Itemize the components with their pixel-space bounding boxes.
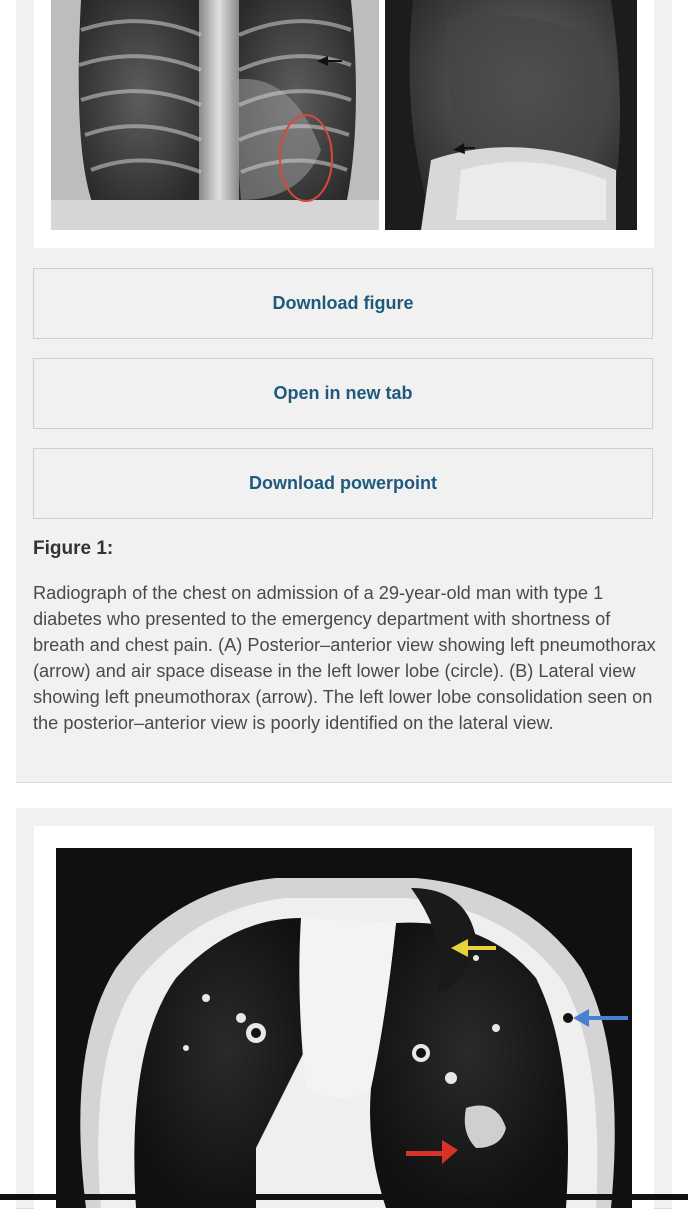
pa-view-panel bbox=[51, 0, 379, 230]
figure-1-title: Figure 1: bbox=[33, 538, 114, 559]
figure-1-caption: Radiograph of the chest on admission of a 29-year-old man with type 1 diabetes who presented to the emergency department with shortness of breath and chest pain. (A) Posterior–anterior view showing left pneumothorax (arrow) and air space disease in the left lower lobe (circle). (B) Lateral view showing left pneumothorax (arrow). The left lower lobe consolidation seen on the posterior–anterior view is poorly identified on the lateral view. bbox=[33, 583, 656, 733]
bottom-edge-bar bbox=[0, 1194, 688, 1200]
download-figure-button[interactable]: Download figure bbox=[33, 268, 653, 339]
lateral-view-panel bbox=[385, 0, 637, 230]
figure-1-card bbox=[16, 0, 672, 783]
download-powerpoint-button[interactable]: Download powerpoint bbox=[33, 448, 653, 519]
figure-2-image-frame bbox=[34, 826, 654, 1216]
figure-2-image[interactable] bbox=[56, 848, 632, 1208]
figure-1-image[interactable] bbox=[51, 0, 637, 230]
figure-1-image-frame bbox=[34, 0, 654, 248]
figure-2-card bbox=[16, 808, 672, 1209]
open-in-new-tab-button[interactable]: Open in new tab bbox=[33, 358, 653, 429]
